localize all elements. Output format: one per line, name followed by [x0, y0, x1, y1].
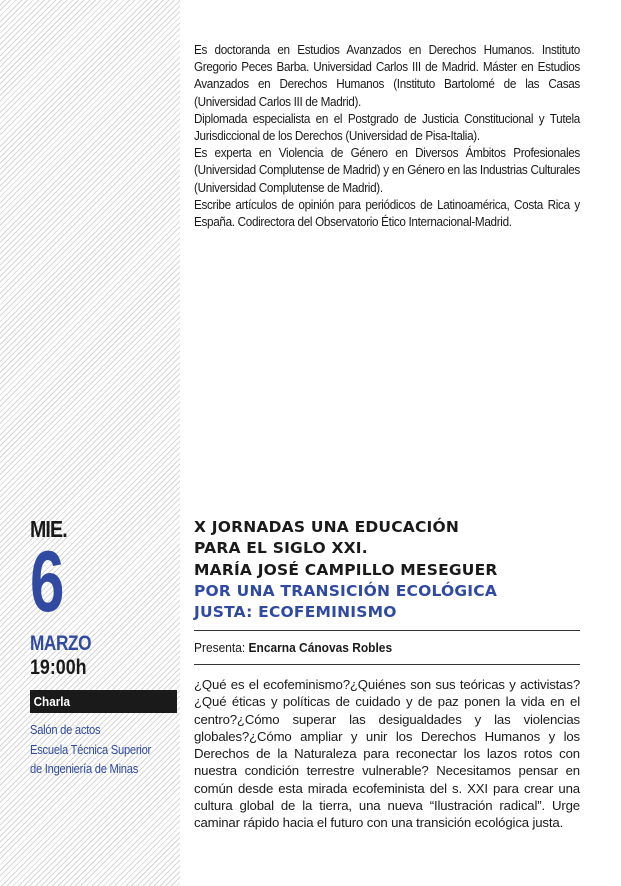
bio-paragraph: Es doctoranda en Estudios Avanzados en Derechos Humanos. Instituto Gregorio Peces Barba. Universidad Carlos III de Madrid. Máster en Estudios Avanzados en Derechos Humanos (Instituto Bartolomé de las Casas (Universidad Carlos III de Madrid).: [194, 43, 580, 109]
series-title-line: PARA EL SIGLO XXI.: [194, 539, 368, 558]
venue-line: Salón de actos: [30, 722, 101, 737]
speaker-biography: [194, 42, 580, 231]
event-date-block: [30, 516, 178, 680]
event-day: 6: [30, 534, 64, 630]
speaker-name: MARÍA JOSÉ CAMPILLO MESEGUER: [194, 560, 498, 579]
talk-abstract: ¿Qué es el ecofeminismo?¿Quiénes son sus teóricas y activistas?¿Qué éticas y políticas de cuidado y de paz ponen la vida en el centro?¿Cómo superar las desigualdades y las violencias globales?¿Cómo ampliar y unir los Derechos Humanos y los Derechos de la Naturaleza para reconectar los lazos rotos con nuestra condición terrestre vulnerable? Necesitamos pensar en común desde esta mirada ecofeminista del s. XXI para crear una cultura global de la tierra, una nueva “Ilustración radical”. Urge caminar rápido hacia el futuro con una transición ecológica justa.: [194, 677, 580, 830]
venue-line: Escuela Técnica Superior: [30, 741, 152, 757]
bio-paragraph: Escribe artículos de opinión para periódicos de Latinoamérica, Costa Rica y España. Codirectora del Observatorio Ético Internacional-Madrid.: [194, 197, 580, 230]
venue-line: de Ingeniería de Minas: [30, 761, 139, 776]
event-type-label: Charla: [33, 694, 71, 709]
event-heading: [194, 517, 584, 623]
talk-title-line: POR UNA TRANSICIÓN ECOLÓGICA: [194, 581, 498, 600]
event-time: 19:00h: [30, 656, 87, 679]
series-title-line: X JORNADAS UNA EDUCACIÓN: [194, 518, 460, 536]
divider-rule: [194, 630, 580, 631]
presenter-name: Encarna Cánovas Robles: [248, 640, 393, 655]
event-type-badge: [30, 690, 177, 713]
presenter-line: [194, 639, 392, 657]
event-month: MARZO: [30, 632, 92, 655]
presenter-label: Presenta:: [194, 640, 246, 655]
event-venue: [30, 720, 168, 779]
bio-paragraph: Diplomada especialista en el Postgrado de Justicia Constitucional y Tutela Jurisdiccional de los Derechos (Universidad de Pisa-Italia).: [194, 111, 580, 144]
event-weekday: MIE.: [30, 516, 67, 542]
bio-paragraph: Es experta en Violencia de Género en Diversos Ámbitos Profesionales (Universidad Complutense de Madrid) y en Género en las Industrias Culturales (Universidad Complutense de Madrid).: [194, 146, 580, 195]
talk-title-line: JUSTA: ECOFEMINISMO: [194, 603, 397, 622]
divider-rule: [194, 664, 580, 665]
